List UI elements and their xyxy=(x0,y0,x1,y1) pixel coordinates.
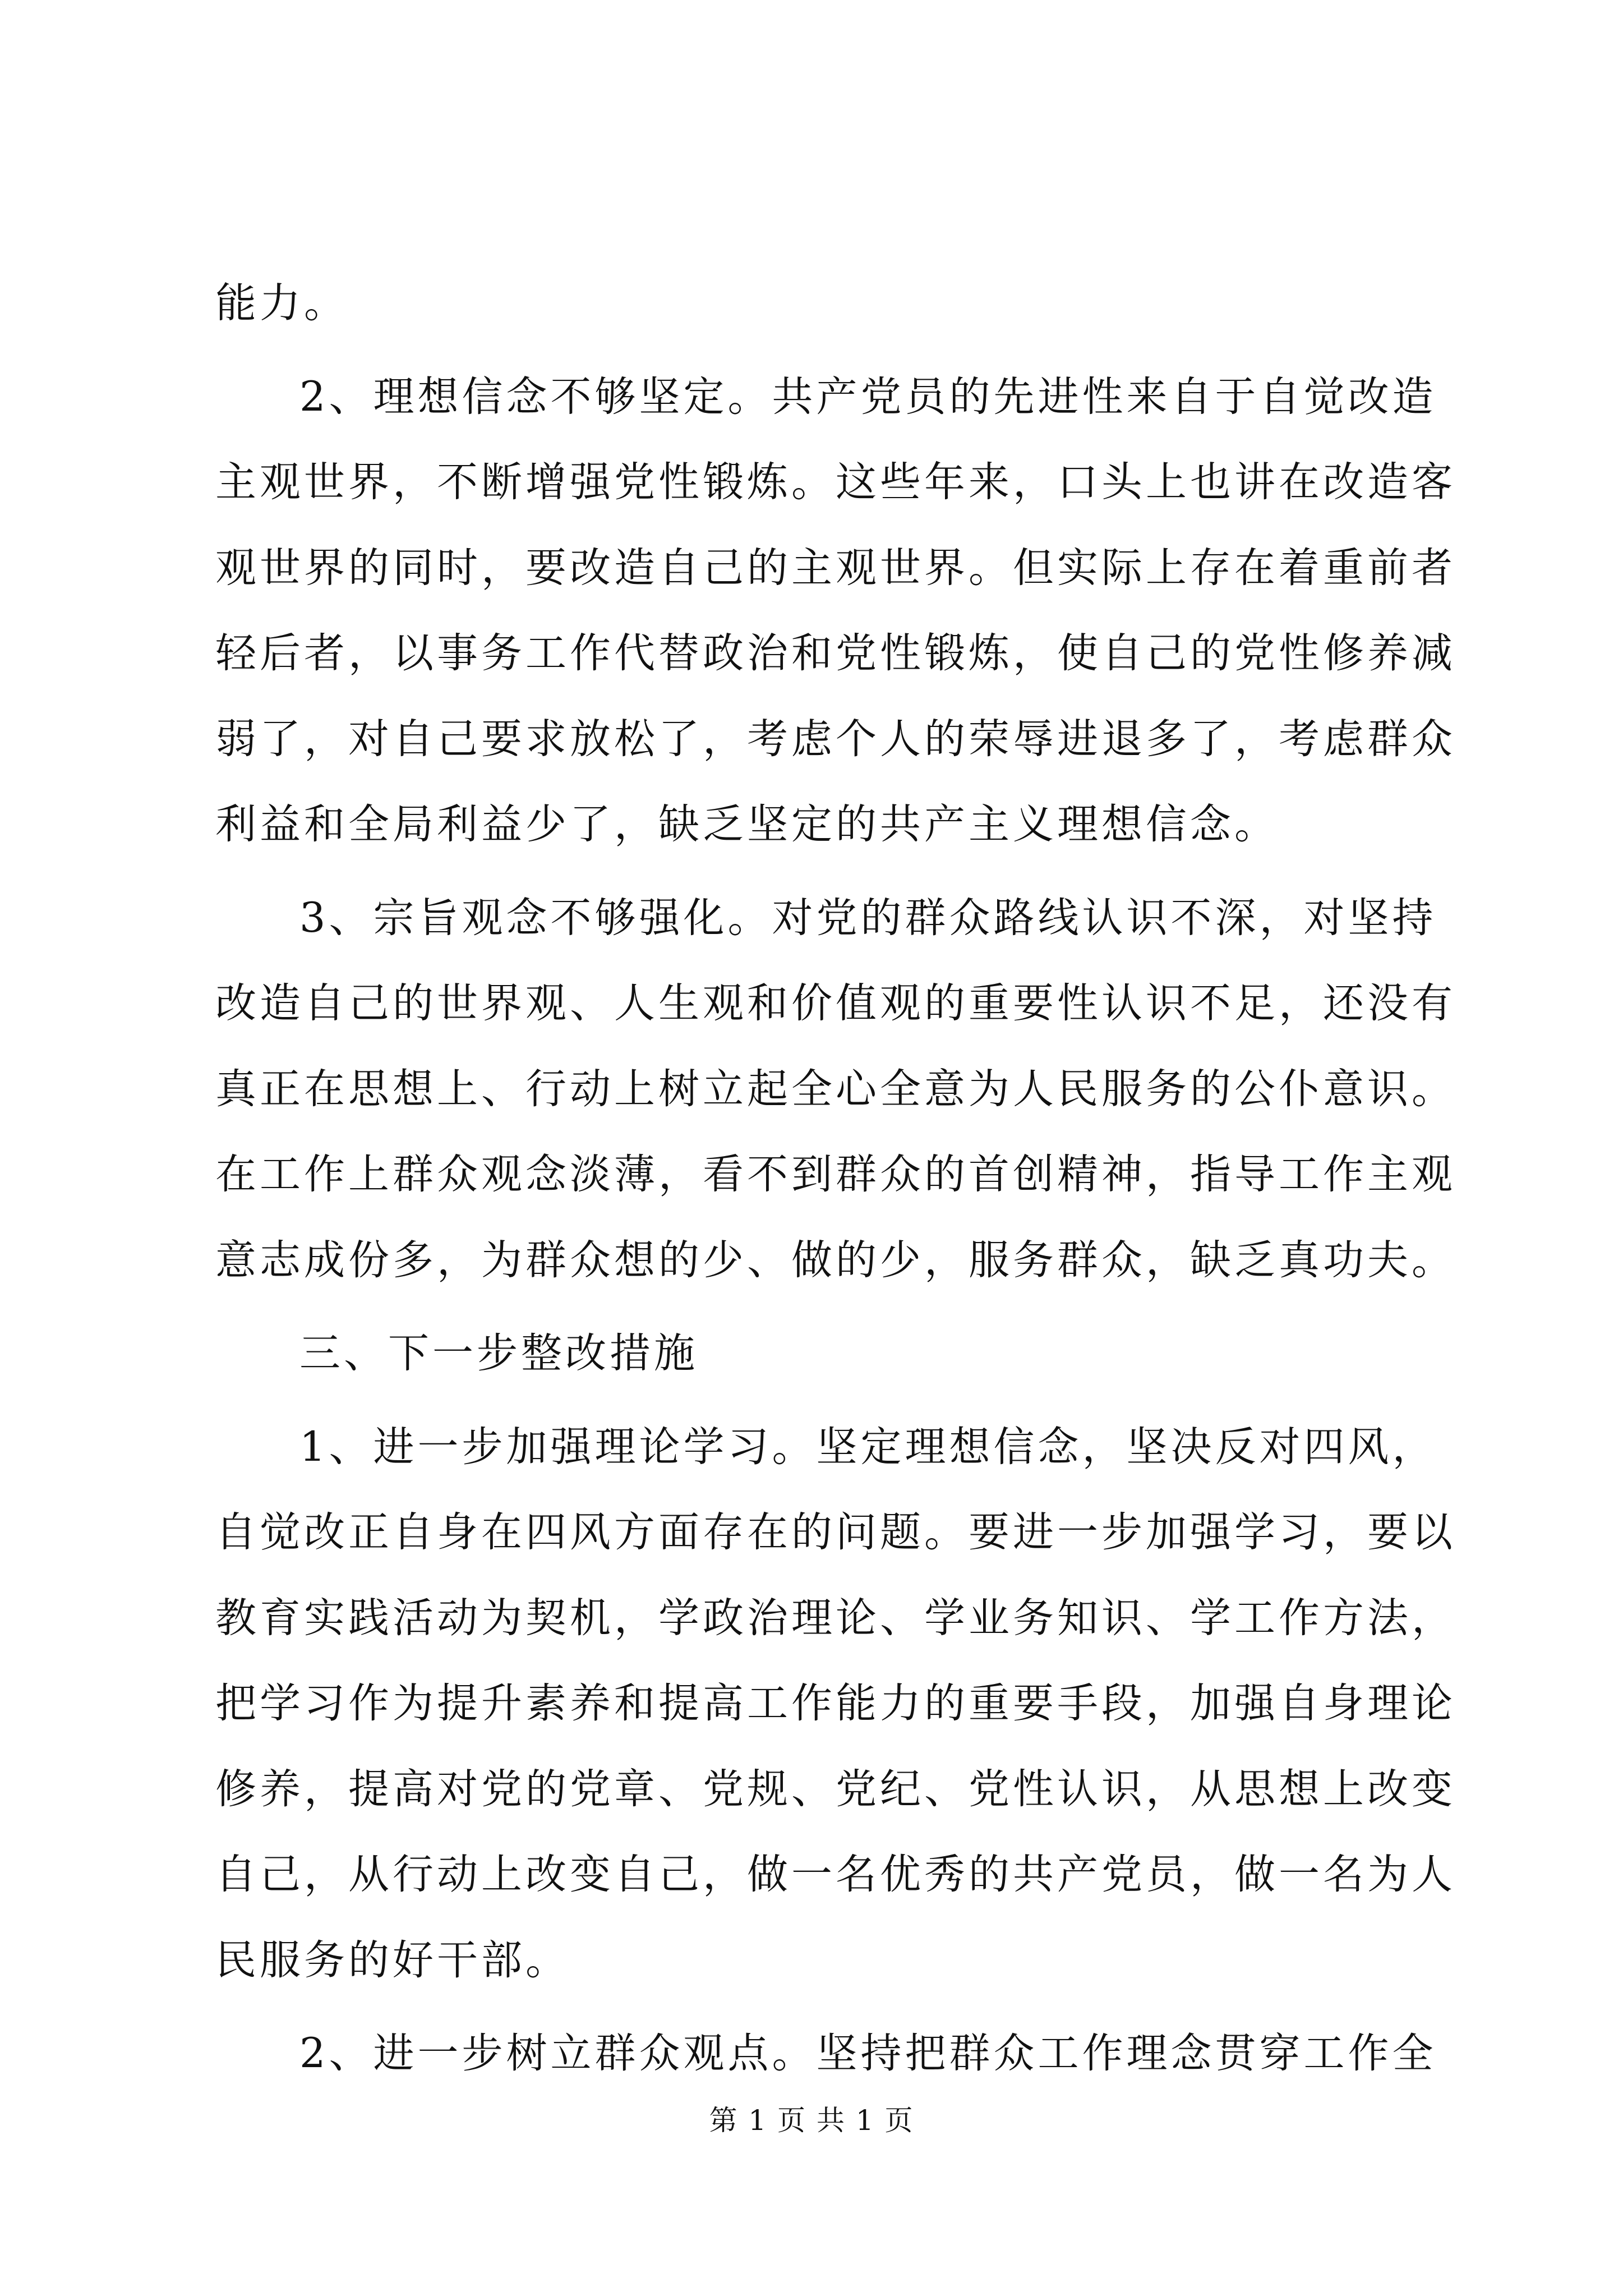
text-line: 自己，从行动上改变自己，做一名优秀的共产党员，做一名为人 xyxy=(215,1851,1456,1898)
text-line: 在工作上群众观念淡薄，看不到群众的首创精神，指导工作主观 xyxy=(215,1151,1456,1198)
text-line: 真正在思想上、行动上树立起全心全意为人民服务的公仆意识。 xyxy=(215,1065,1456,1113)
paragraph-gap xyxy=(215,1397,1410,1405)
text-line: 改造自己的世界观、人生观和价值观的重要性认识不足，还没有 xyxy=(215,979,1456,1027)
text-line: 能力。 xyxy=(215,279,348,327)
text-line: 利益和全局利益少了，缺乏坚定的共产主义理想信念。 xyxy=(215,800,1279,848)
page-footer: 第 1 页 共 1 页 xyxy=(709,2104,914,2137)
paragraph xyxy=(215,876,1456,1304)
text-line: 民服务的好干部。 xyxy=(215,1936,570,1984)
text-line: 修养，提高对党的党章、党规、党纪、党性认识，从思想上改变 xyxy=(215,1765,1456,1813)
paragraph xyxy=(215,261,1410,347)
text-line: 三、下一步整改措施 xyxy=(299,1329,698,1377)
paragraph xyxy=(215,2011,1437,2097)
text-line: 1、进一步加强理论学习。坚定理想信念，坚决反对四风， xyxy=(299,1423,1437,1471)
paragraph xyxy=(215,1311,1410,1397)
text-line: 3、宗旨观念不够强化。对党的群众路线认识不深，对坚持 xyxy=(299,894,1437,942)
text-line: 观世界的同时，要改造自己的主观世界。但实际上存在着重前者 xyxy=(215,544,1456,592)
text-line: 弱了，对自己要求放松了，考虑个人的荣辱进退多了，考虑群众 xyxy=(215,715,1456,763)
paragraph-gap xyxy=(215,868,1410,876)
text-line: 意志成份多，为群众想的少、做的少，服务群众，缺乏真功夫。 xyxy=(215,1236,1456,1284)
paragraph-gap xyxy=(215,2003,1410,2011)
paragraph-gap xyxy=(215,347,1410,355)
text-line: 把学习作为提升素养和提高工作能力的重要手段，加强自身理论 xyxy=(215,1680,1456,1727)
text-line: 2、理想信念不够坚定。共产党员的先进性来自于自觉改造 xyxy=(299,372,1437,421)
paragraph xyxy=(215,355,1456,868)
text-line: 自觉改正自身在四风方面存在的问题。要进一步加强学习，要以 xyxy=(215,1508,1456,1556)
document-body xyxy=(215,261,1456,2097)
text-line: 2、进一步树立群众观点。坚持把群众工作理念贯穿工作全 xyxy=(299,2030,1437,2077)
text-line: 主观世界，不断增强党性锻炼。这些年来，口头上也讲在改造客 xyxy=(215,458,1456,506)
paragraph xyxy=(215,1405,1456,2004)
text-line: 教育实践活动为契机，学政治理论、学业务知识、学工作方法， xyxy=(215,1594,1456,1642)
text-line: 轻后者，以事务工作代替政治和党性锻炼，使自己的党性修养减 xyxy=(215,629,1456,677)
paragraph-gap xyxy=(215,1303,1410,1311)
